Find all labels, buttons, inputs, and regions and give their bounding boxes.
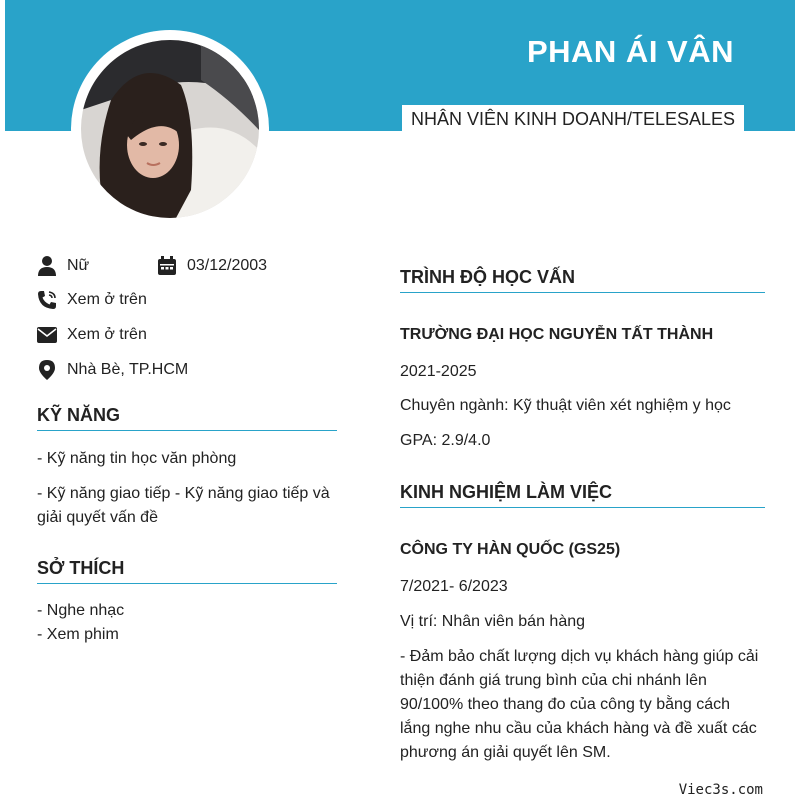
address-value: Nhà Bè, TP.HCM [67, 361, 189, 378]
experience-position: Vị trí: Nhân viên bán hàng [400, 613, 586, 630]
education-rule [400, 292, 765, 293]
education-gpa: GPA: 2.9/4.0 [400, 432, 491, 449]
avatar [81, 40, 259, 218]
education-title: TRÌNH ĐỘ HỌC VẤN [400, 267, 575, 287]
experience-title: KINH NGHIỆM LÀM VIỆC [400, 482, 613, 502]
gender-row [37, 256, 89, 276]
hobby-item: - Xem phim [37, 626, 119, 643]
experience-rule [400, 507, 765, 508]
education-major: Chuyên ngành: Kỹ thuật viên xét nghiệm y học [400, 397, 731, 414]
phone-value: Xem ở trên [67, 291, 147, 308]
skills-rule [37, 430, 337, 431]
address-row [37, 360, 188, 380]
candidate-name: PHAN ÁI VÂN [526, 34, 734, 69]
hobbies-rule [37, 583, 337, 584]
phone-row [37, 290, 147, 310]
school-name: TRƯỜNG ĐẠI HỌC NGUYỄN TẤT THÀNH [400, 326, 714, 343]
birthdate-value: 03/12/2003 [187, 257, 268, 274]
experience-period: 7/2021- 6/2023 [400, 578, 508, 595]
gender-value: Nữ [67, 257, 90, 274]
hobby-item: - Nghe nhạc [37, 602, 125, 619]
education-years: 2021-2025 [400, 363, 477, 380]
skills-title: KỸ NĂNG [37, 405, 121, 425]
email-row [37, 325, 147, 345]
mail-icon [37, 325, 57, 345]
job-title: NHÂN VIÊN KINH DOANH/TELESALES [410, 109, 736, 129]
birthdate-row [157, 256, 267, 276]
email-value: Xem ở trên [67, 326, 147, 343]
skill-item: - Kỹ năng giao tiếp - Kỹ năng giao tiếp và giải quyết vấn đề [37, 485, 330, 526]
experience-description: - Đảm bảo chất lượng dịch vụ khách hàng giúp cải thiện đánh giá trung bình của chi nhánh lên 90/100% theo thang đo của công ty bằng cách lắng nghe nhu cầu của khách hàng và đề xuất các phương án giải quyết lên SM. [400, 648, 759, 761]
watermark: Viec3s.com [678, 782, 763, 798]
skill-item: - Kỹ năng tin học văn phòng [37, 450, 237, 467]
company-name: CÔNG TY HÀN QUỐC (GS25) [400, 541, 621, 558]
person-icon [37, 256, 57, 276]
location-pin-icon [37, 360, 57, 380]
calendar-icon [157, 256, 177, 276]
phone-icon [37, 290, 57, 310]
hobbies-title: SỞ THÍCH [37, 558, 125, 578]
